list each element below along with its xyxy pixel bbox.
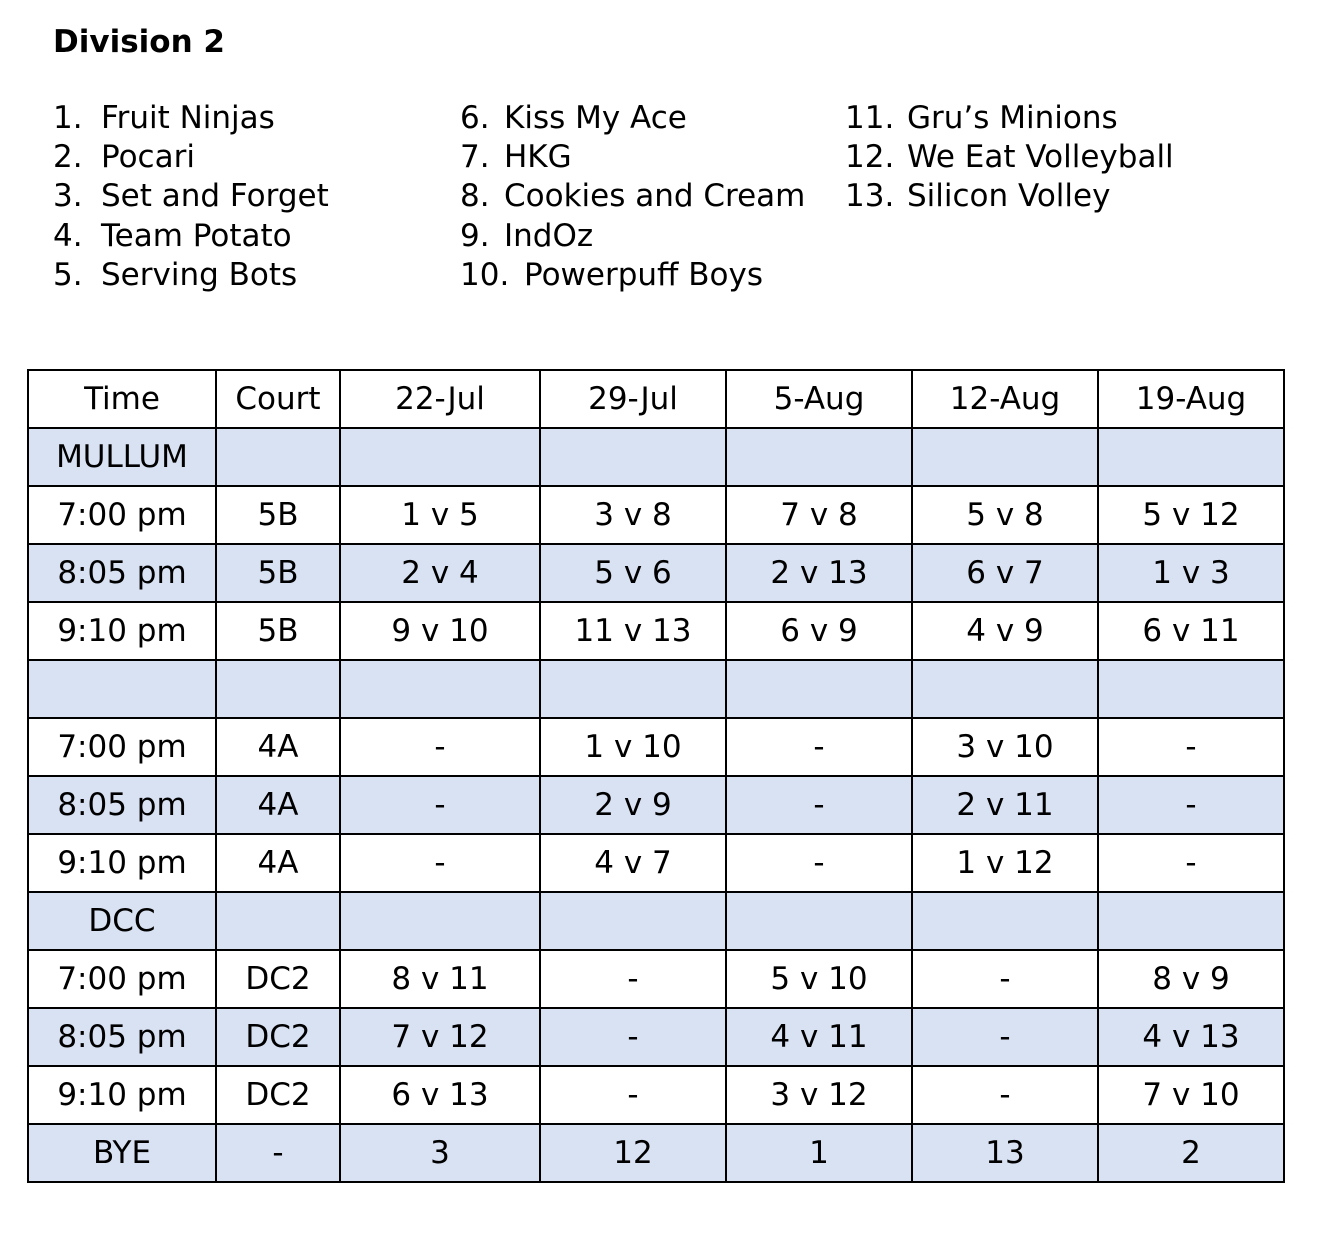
table-cell: - xyxy=(540,950,726,1008)
table-cell: 5 v 10 xyxy=(726,950,912,1008)
table-cell: 7:00 pm xyxy=(28,486,216,544)
team-item xyxy=(845,99,1174,138)
team-number: 6. xyxy=(460,100,490,136)
team-item xyxy=(53,99,329,138)
table-cell: 4A xyxy=(216,834,340,892)
bye-row xyxy=(28,1124,1284,1182)
table-cell xyxy=(1098,892,1284,950)
table-cell: 3 xyxy=(340,1124,540,1182)
table-row xyxy=(28,1008,1284,1066)
table-cell xyxy=(726,660,912,718)
table-cell: 1 v 10 xyxy=(540,718,726,776)
table-cell: 2 v 4 xyxy=(340,544,540,602)
table-cell: 9:10 pm xyxy=(28,834,216,892)
header-court: Court xyxy=(216,370,340,428)
team-list-column-2 xyxy=(460,99,805,295)
table-cell: 2 v 9 xyxy=(540,776,726,834)
team-item xyxy=(460,99,805,138)
header-date: 22-Jul xyxy=(340,370,540,428)
team-name: Kiss My Ace xyxy=(504,100,687,136)
team-number: 7. xyxy=(460,139,490,176)
table-cell: 4A xyxy=(216,718,340,776)
table-cell: 12 xyxy=(540,1124,726,1182)
table-cell: 6 v 9 xyxy=(726,602,912,660)
table-cell xyxy=(340,428,540,486)
table-row xyxy=(28,1066,1284,1124)
table-cell: 5B xyxy=(216,602,340,660)
table-cell: 9 v 10 xyxy=(340,602,540,660)
table-cell: - xyxy=(726,776,912,834)
table-cell: DC2 xyxy=(216,1008,340,1066)
header-date: 12-Aug xyxy=(912,370,1098,428)
header-date: 19-Aug xyxy=(1098,370,1284,428)
team-number: 1. xyxy=(53,100,83,136)
venue-row xyxy=(28,892,1284,950)
table-cell: - xyxy=(912,1066,1098,1124)
table-cell: - xyxy=(216,1124,340,1182)
header-date: 5-Aug xyxy=(726,370,912,428)
table-row xyxy=(28,950,1284,1008)
table-row xyxy=(28,544,1284,602)
table-cell xyxy=(726,892,912,950)
team-item xyxy=(53,256,329,295)
table-cell: 6 v 11 xyxy=(1098,602,1284,660)
table-row xyxy=(28,486,1284,544)
table-cell: 5 v 12 xyxy=(1098,486,1284,544)
team-number: 9. xyxy=(460,217,490,254)
team-item xyxy=(460,256,805,295)
table-cell: 1 xyxy=(726,1124,912,1182)
team-item xyxy=(53,177,329,216)
table-cell: - xyxy=(726,718,912,776)
table-cell: - xyxy=(340,776,540,834)
table-cell: - xyxy=(540,1066,726,1124)
table-cell: BYE xyxy=(28,1124,216,1182)
table-cell: 8:05 pm xyxy=(28,1008,216,1066)
team-item xyxy=(460,217,805,256)
team-item xyxy=(460,138,805,177)
table-cell xyxy=(340,660,540,718)
table-cell: 9:10 pm xyxy=(28,602,216,660)
team-item xyxy=(460,177,805,216)
table-cell: - xyxy=(340,718,540,776)
team-name: Fruit Ninjas xyxy=(101,100,275,136)
table-row xyxy=(28,834,1284,892)
table-cell: 9:10 pm xyxy=(28,1066,216,1124)
team-name: Serving Bots xyxy=(101,256,298,293)
table-cell: 8 v 11 xyxy=(340,950,540,1008)
table-cell: 11 v 13 xyxy=(540,602,726,660)
division-title: Division 2 xyxy=(53,24,225,60)
table-cell xyxy=(912,660,1098,718)
table-cell: 2 v 11 xyxy=(912,776,1098,834)
team-number: 2. xyxy=(53,139,83,176)
header-time: Time xyxy=(28,370,216,428)
table-cell xyxy=(28,660,216,718)
table-cell xyxy=(540,428,726,486)
table-cell: 3 v 10 xyxy=(912,718,1098,776)
table-cell xyxy=(1098,428,1284,486)
table-cell: 13 xyxy=(912,1124,1098,1182)
team-number: 13. xyxy=(845,178,895,215)
venue-row xyxy=(28,428,1284,486)
table-cell: 4 v 11 xyxy=(726,1008,912,1066)
team-name: Silicon Volley xyxy=(907,178,1111,215)
header-date: 29-Jul xyxy=(540,370,726,428)
table-cell: 2 v 13 xyxy=(726,544,912,602)
table-cell: 7 v 12 xyxy=(340,1008,540,1066)
team-list-column-3 xyxy=(845,99,1174,217)
table-cell: 4 v 7 xyxy=(540,834,726,892)
table-cell: 6 v 13 xyxy=(340,1066,540,1124)
table-cell: 8:05 pm xyxy=(28,776,216,834)
table-cell xyxy=(726,428,912,486)
team-number: 5. xyxy=(53,256,83,293)
table-cell: - xyxy=(912,1008,1098,1066)
table-cell: DCC xyxy=(28,892,216,950)
table-cell: 2 xyxy=(1098,1124,1284,1182)
table-cell: - xyxy=(540,1008,726,1066)
table-cell: 7:00 pm xyxy=(28,950,216,1008)
table-cell: 3 v 8 xyxy=(540,486,726,544)
table-cell xyxy=(340,892,540,950)
table-cell xyxy=(216,892,340,950)
table-cell: 5 v 8 xyxy=(912,486,1098,544)
table-cell: 6 v 7 xyxy=(912,544,1098,602)
table-cell xyxy=(216,660,340,718)
venue-row xyxy=(28,660,1284,718)
team-list-column-1 xyxy=(53,99,329,295)
table-row xyxy=(28,776,1284,834)
team-item xyxy=(845,138,1174,177)
team-name: We Eat Volleyball xyxy=(907,139,1174,176)
table-header-row xyxy=(28,370,1284,428)
table-cell xyxy=(912,428,1098,486)
table-cell: - xyxy=(1098,718,1284,776)
table-row xyxy=(28,602,1284,660)
table-cell: 1 v 12 xyxy=(912,834,1098,892)
table-cell xyxy=(540,892,726,950)
table-cell xyxy=(1098,660,1284,718)
table-cell: 7 v 10 xyxy=(1098,1066,1284,1124)
team-name: Cookies and Cream xyxy=(504,178,806,215)
table-cell: 1 v 3 xyxy=(1098,544,1284,602)
table-cell: 1 v 5 xyxy=(340,486,540,544)
table-cell xyxy=(216,428,340,486)
team-number: 4. xyxy=(53,217,83,254)
table-cell: 3 v 12 xyxy=(726,1066,912,1124)
table-row xyxy=(28,718,1284,776)
table-cell: 7 v 8 xyxy=(726,486,912,544)
team-number: 3. xyxy=(53,178,83,215)
team-name: Pocari xyxy=(101,139,195,176)
table-cell: 4 v 9 xyxy=(912,602,1098,660)
team-number: 11. xyxy=(845,100,895,136)
table-cell: 8:05 pm xyxy=(28,544,216,602)
team-name: IndOz xyxy=(504,217,594,254)
team-name: Gru’s Minions xyxy=(907,100,1118,136)
table-cell: 8 v 9 xyxy=(1098,950,1284,1008)
team-item xyxy=(53,138,329,177)
table-cell: MULLUM xyxy=(28,428,216,486)
team-name: Set and Forget xyxy=(101,178,329,215)
table-cell: - xyxy=(340,834,540,892)
team-number: 8. xyxy=(460,178,490,215)
team-number: 12. xyxy=(845,139,895,176)
table-cell: - xyxy=(726,834,912,892)
table-cell: 5B xyxy=(216,486,340,544)
team-item xyxy=(845,177,1174,216)
team-name: Team Potato xyxy=(101,217,292,254)
table-cell xyxy=(912,892,1098,950)
team-item xyxy=(53,217,329,256)
team-name: HKG xyxy=(504,139,572,176)
table-cell: - xyxy=(1098,776,1284,834)
table-cell: DC2 xyxy=(216,1066,340,1124)
team-name: Powerpuff Boys xyxy=(524,256,763,293)
table-cell: - xyxy=(1098,834,1284,892)
table-cell: 4 v 13 xyxy=(1098,1008,1284,1066)
table-cell: - xyxy=(912,950,1098,1008)
table-cell: 7:00 pm xyxy=(28,718,216,776)
table-cell xyxy=(540,660,726,718)
table-cell: DC2 xyxy=(216,950,340,1008)
table-cell: 5 v 6 xyxy=(540,544,726,602)
schedule-table xyxy=(27,369,1285,1183)
table-cell: 4A xyxy=(216,776,340,834)
table-cell: 5B xyxy=(216,544,340,602)
team-number: 10. xyxy=(460,256,510,293)
